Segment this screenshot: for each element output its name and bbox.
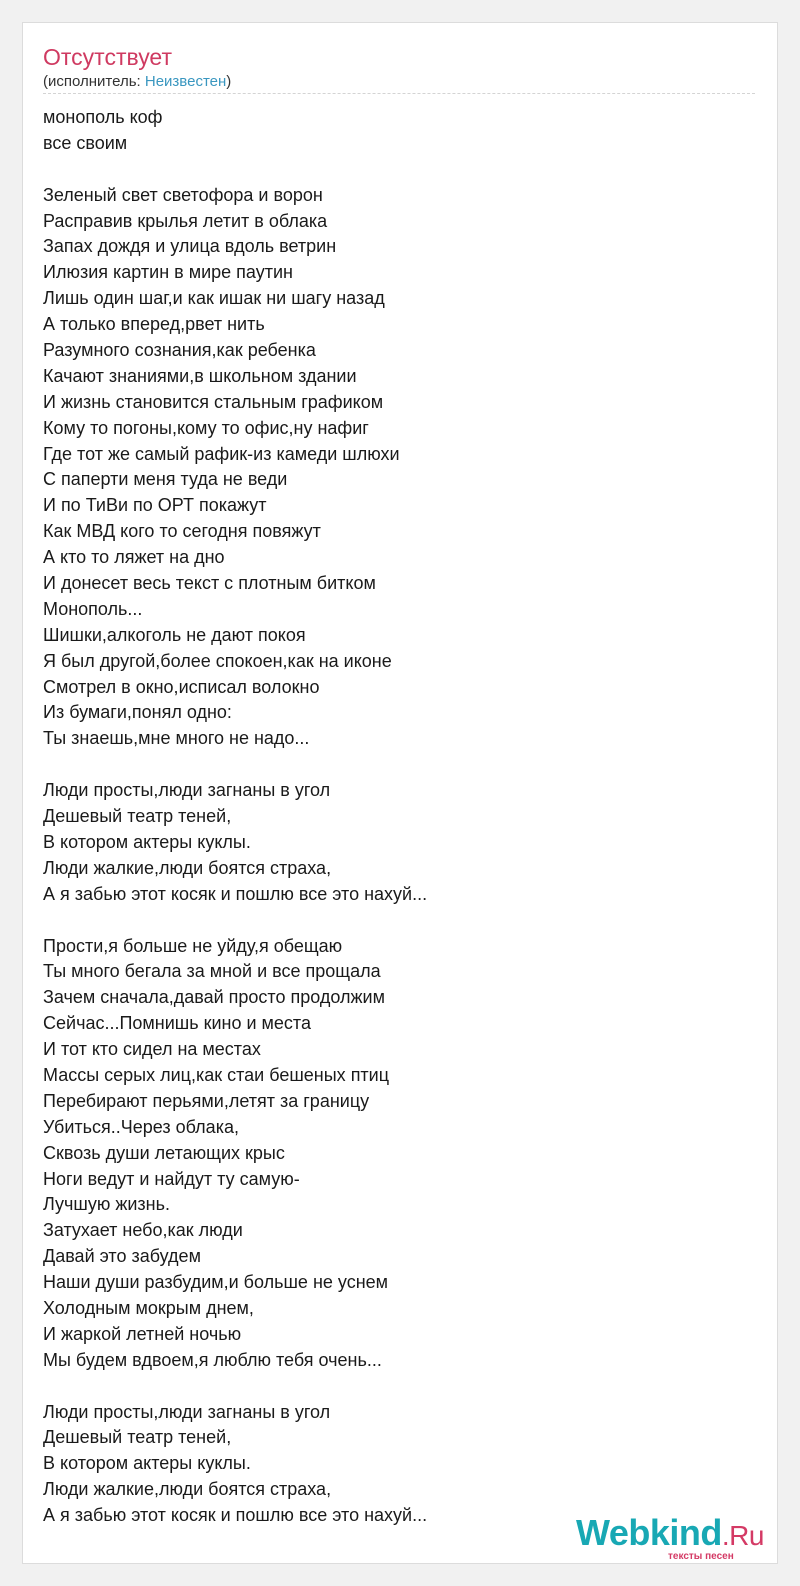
lyric-line: Как МВД кого то сегодня повяжут (43, 521, 321, 542)
lyric-line: Разумного сознания,как ребенка (43, 340, 316, 361)
lyric-line: Я был другой,более спокоен,как на иконе (43, 650, 392, 671)
lyric-line: Лишь один шаг,и как ишак ни шагу назад (43, 288, 385, 309)
title-divider (43, 93, 755, 94)
lyric-line: монополь коф (43, 107, 163, 127)
lyric-line: Ноги ведут и найдут ту самую- (43, 1168, 300, 1189)
lyric-line: Люди просты,люди загнаны в угол (43, 780, 331, 801)
logo-name: Webkind (576, 1512, 722, 1553)
lyric-line: Ты много бегала за мной и все прощала (43, 961, 381, 982)
lyric-line: А кто то ляжет на дно (43, 547, 225, 568)
stanza-gap (43, 157, 753, 183)
lyric-line: Качают знаниями,в школьном здании (43, 365, 357, 386)
lyric-line: Смотрел в окно,исписал волокно (43, 676, 320, 697)
stanza-gap (43, 908, 753, 934)
lyric-line: И тот кто сидел на местах (43, 1039, 261, 1060)
lyric-line: Илюзия картин в мире паутин (43, 262, 293, 283)
lyric-line: И жаркой летней ночью (43, 1323, 242, 1344)
lyric-line: Лучшую жизнь. (43, 1194, 171, 1215)
lyric-line: Расправив крылья летит в облака (43, 210, 328, 231)
logo-wordmark (576, 1513, 764, 1556)
lyric-line: Мы будем вдвоем,я люблю тебя очень... (43, 1349, 382, 1370)
stanza-gap (43, 1374, 753, 1400)
artist-prefix: (исполнитель: (43, 73, 145, 90)
lyric-line: Наши души разбудим,и больше не уснем (43, 1272, 389, 1293)
logo-domain: .Ru (721, 1520, 764, 1551)
artist-link[interactable]: Неизвестен (144, 73, 227, 90)
lyric-line: Монополь... (43, 598, 143, 619)
lyric-line: Прости,я больше не уйду,я обещаю (43, 935, 343, 956)
lyric-line: И жизнь становится стальным графиком (43, 391, 384, 412)
lyric-line: Дешевый театр теней, (43, 1427, 232, 1448)
lyric-line: Холодным мокрым днем, (43, 1297, 254, 1318)
lyric-line: И по ТиВи по ОРТ покажут (43, 495, 267, 516)
lyrics-body (43, 105, 753, 1529)
lyric-line: Затухает небо,как люди (43, 1220, 243, 1241)
lyric-line: Где тот же самый рафик-из камеди шлюхи (43, 443, 400, 464)
lyric-line: Зачем сначала,давай просто продолжим (43, 987, 385, 1008)
lyric-line: А я забью этот косяк и пошлю все это нахуй... (43, 883, 428, 904)
webkind-logo[interactable] (576, 1513, 771, 1561)
song-title: Отсутствует (43, 44, 172, 70)
lyric-line: Кому то погоны,кому то офис,ну нафиг (43, 417, 369, 438)
lyric-line: все своим (43, 132, 128, 153)
lyric-line: Перебирают перьями,летят за границу (43, 1090, 370, 1111)
lyric-line: В котором актеры куклы. (43, 1453, 251, 1474)
lyric-line: Люди просты,люди загнаны в угол (43, 1401, 331, 1422)
artist-line (43, 73, 231, 91)
lyric-line: С паперти меня туда не веди (43, 469, 288, 490)
lyric-line: Зеленый свет светофора и ворон (43, 184, 323, 205)
lyric-line: Запах дождя и улица вдоль ветрин (43, 236, 337, 257)
lyric-line: Люди жалкие,люди боятся страха, (43, 857, 332, 878)
lyrics-card (22, 22, 778, 1564)
lyric-line: И донесет весь текст с плотным битком (43, 573, 376, 594)
logo-tagline: тексты песен (668, 1551, 734, 1562)
lyric-line: Шишки,алкоголь не дают покоя (43, 624, 306, 645)
lyric-line: Люди жалкие,люди боятся страха, (43, 1479, 332, 1500)
lyric-line: Давай это забудем (43, 1246, 201, 1267)
stanza-gap (43, 752, 753, 778)
lyric-line: Сейчас...Помнишь кино и места (43, 1013, 311, 1034)
lyric-line: В котором актеры куклы. (43, 831, 251, 852)
lyric-line: Массы серых лиц,как стаи бешеных птиц (43, 1064, 390, 1085)
lyric-line: Из бумаги,понял одно: (43, 702, 232, 723)
lyric-line: Убиться..Через облака, (43, 1116, 239, 1137)
artist-suffix: ) (226, 73, 232, 90)
lyric-line: Дешевый театр теней, (43, 806, 232, 827)
lyric-line: Сквозь души летающих крыс (43, 1142, 285, 1163)
lyric-line: Ты знаешь,мне много не надо... (43, 728, 310, 749)
lyric-line: А только вперед,рвет нить (43, 314, 265, 335)
lyric-line: А я забью этот косяк и пошлю все это нахуй... (43, 1505, 428, 1526)
